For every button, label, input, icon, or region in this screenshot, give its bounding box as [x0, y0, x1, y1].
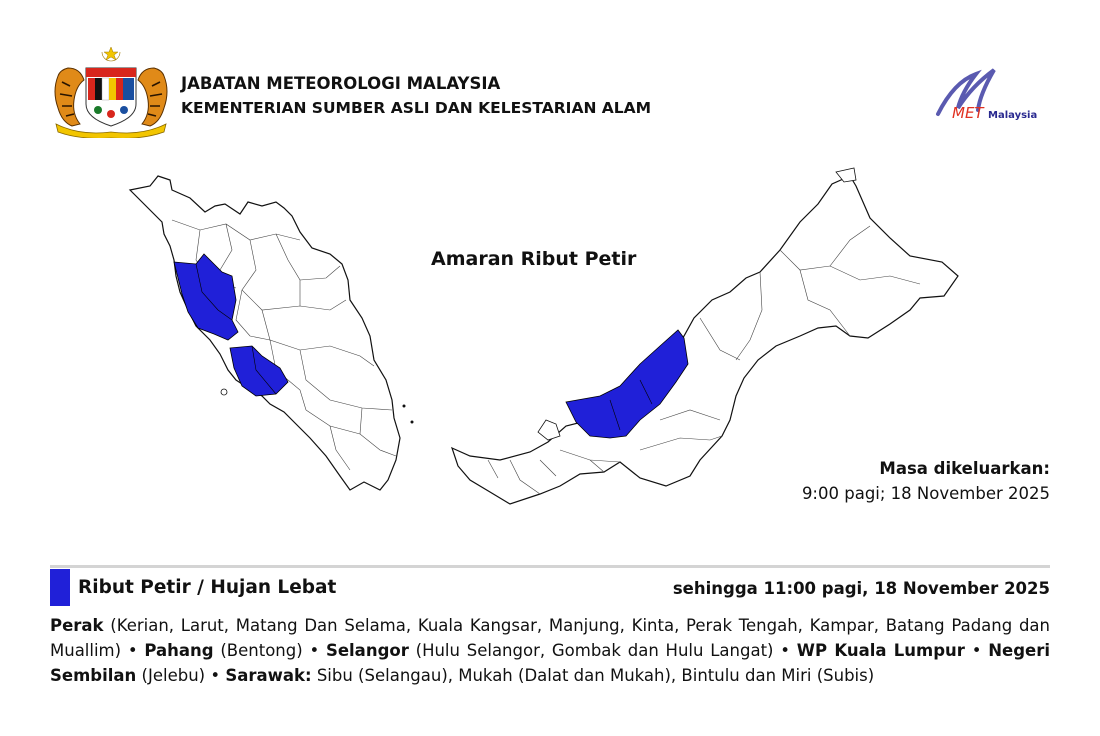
map-title: Amaran Ribut Petir	[431, 248, 637, 270]
warning-type: Ribut Petir / Hujan Lebat	[78, 577, 337, 598]
east-malaysia	[452, 168, 958, 504]
area-districts: (Hulu Selangor, Gombak dan Hulu Langat)	[408, 641, 774, 660]
coat-of-arms-logo	[50, 46, 172, 138]
ministry-name: KEMENTERIAN SUMBER ASLI DAN KELESTARIAN ALAM	[181, 99, 652, 117]
area-districts: (Jelebu)	[136, 666, 206, 685]
peninsular-malaysia	[130, 176, 414, 490]
warning-color-swatch	[50, 569, 70, 606]
area-districts: (Bentong)	[213, 641, 303, 660]
peninsula-outline	[130, 176, 400, 490]
issued-time-block	[802, 456, 1050, 506]
met-malaysia-logo	[932, 66, 1050, 122]
issued-label: Masa dikeluarkan:	[879, 459, 1050, 478]
agency-name: JABATAN METEOROLOGI MALAYSIA	[181, 74, 501, 93]
area-separator: •	[302, 641, 326, 660]
agency-title-block	[181, 72, 651, 120]
area-separator: •	[773, 641, 797, 660]
area-separator: •	[964, 641, 989, 660]
area-state: Pahang	[144, 641, 214, 660]
area-state: Negeri Sembilan	[50, 641, 1051, 685]
met-logo-text: MET	[952, 104, 984, 122]
area-separator: •	[121, 641, 145, 660]
malaysia-logo-text: Malaysia	[988, 110, 1038, 121]
area-districts: Sibu (Selangau), Mukah (Dalat dan Mukah), Bintulu dan Miri (Subis)	[311, 666, 875, 685]
issued-value: 9:00 pagi; 18 November 2025	[801, 484, 1050, 503]
area-state: Perak	[50, 616, 104, 635]
area-state: Sarawak:	[225, 666, 312, 685]
affected-areas	[50, 613, 1050, 688]
area-state: Selangor	[325, 641, 409, 660]
section-divider	[50, 565, 1050, 568]
borneo-outline	[452, 176, 958, 504]
area-districts: (Kerian, Larut, Matang Dan Selama, Kuala Kangsar, Manjung, Kinta, Perak Tengah, Kampar, Batang Padang dan Muallim)	[50, 616, 1050, 660]
warning-header	[50, 569, 1050, 607]
warning-valid-until: sehingga 11:00 pagi, 18 November 2025	[672, 579, 1050, 598]
area-state: WP Kuala Lumpur	[796, 641, 965, 660]
area-separator: •	[205, 666, 226, 685]
